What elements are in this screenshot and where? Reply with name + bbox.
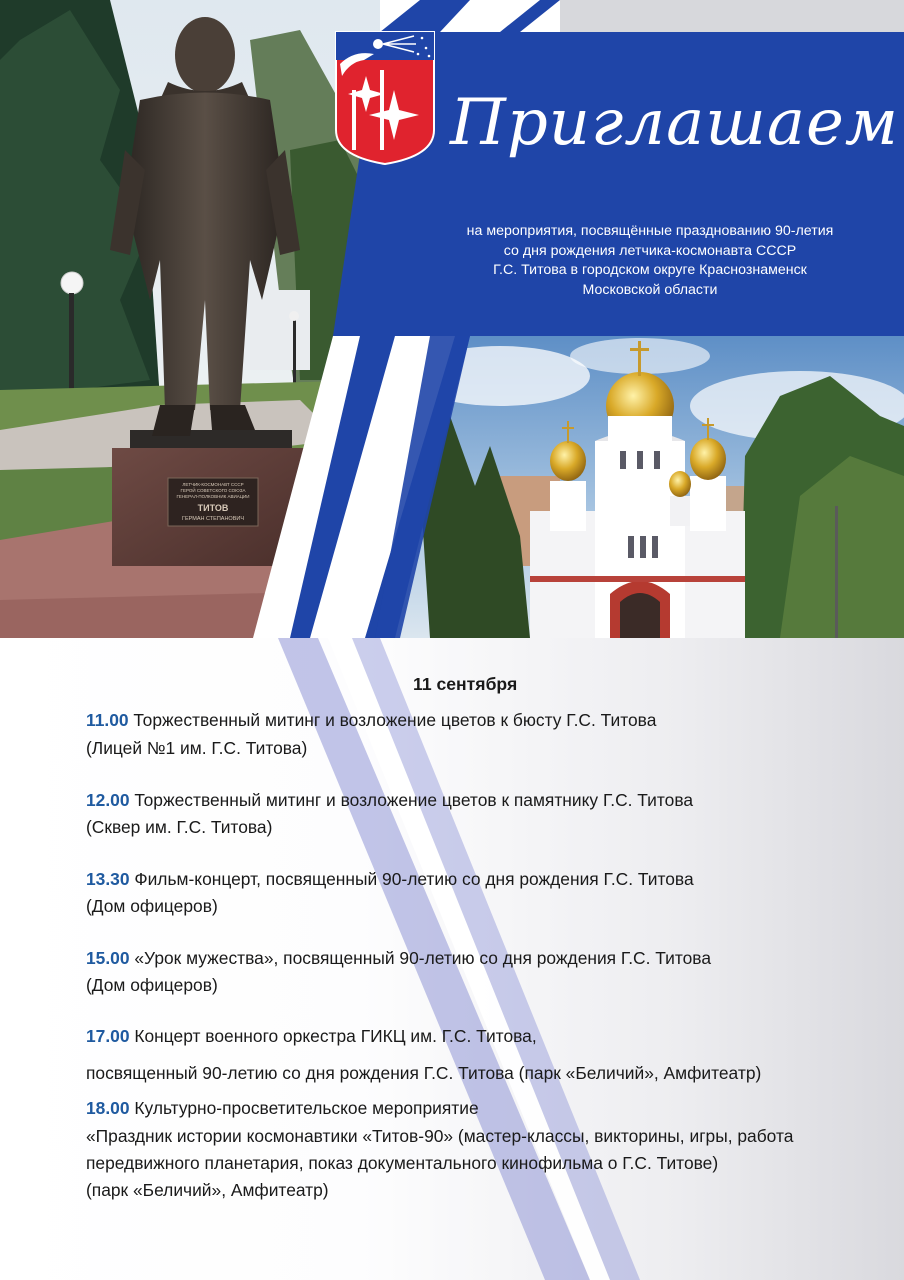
subtitle-line-1: на мероприятия, посвящённые празднованию 90-летия [466, 223, 834, 239]
event-time: 15.00 [86, 948, 130, 968]
subtitle-line-4: Московской области [582, 281, 718, 298]
event-time: 18.00 [86, 1098, 130, 1118]
invitation-title: Приглашаем [450, 86, 899, 160]
event-text: Торжественный митинг и возложение цветов к памятнику Г.С. Титова [134, 790, 694, 810]
event-text: «Урок мужества», посвященный 90-летию со дня рождения Г.С. Титова [134, 948, 712, 968]
header-subtitle [415, 222, 885, 300]
event-text: Концерт военного оркестра ГИКЦ им. Г.С. Титова, [134, 1026, 537, 1046]
plaque-line-3: ГЕНЕРАЛ-ПОЛКОВНИК АВИАЦИИ [176, 494, 250, 499]
plaque-full-name: ГЕРМАН СТЕПАНОВИЧ [182, 516, 244, 522]
event-5-line-2: посвященный 90-летию со дня рождения Г.С. Титова (парк «Беличий», Амфитеатр) [86, 1063, 762, 1083]
event-time: 17.00 [86, 1026, 130, 1046]
subtitle-line-2: со дня рождения летчика-космонавта СССР [503, 242, 797, 259]
event-4-line-2: (Дом офицеров) [86, 975, 218, 995]
event-6-line-4: (парк «Беличий», Амфитеатр) [86, 1180, 329, 1200]
schedule-date: 11 сентября [413, 674, 518, 694]
event-6-line-3: передвижного планетария, показ документального кинофильма о Г.С. Титове) [86, 1153, 719, 1173]
subtitle-line-3: Г.С. Титова в городском округе Краснознаменск [493, 262, 807, 278]
event-text: Фильм-концерт, посвященный 90-летию со дня рождения Г.С. Титова [134, 869, 694, 889]
event-1-line-1 [86, 710, 656, 731]
plaque-name: ТИТОВ [197, 503, 229, 513]
event-2-line-1 [86, 790, 693, 811]
event-time: 12.00 [86, 790, 130, 810]
event-2-line-2: (Сквер им. Г.С. Титова) [86, 817, 273, 837]
event-time: 11.00 [86, 710, 129, 730]
event-6-line-2: «Праздник истории космонавтики «Титов-90» (мастер-классы, викторины, игры, работа [86, 1126, 794, 1146]
event-time: 13.30 [86, 869, 130, 889]
event-1-line-2: (Лицей №1 им. Г.С. Титова) [86, 738, 308, 758]
event-6-line-1 [86, 1098, 479, 1119]
event-4-line-1 [86, 948, 711, 969]
plaque-line-2: ГЕРОЙ СОВЕТСКОГО СОЮЗА [180, 488, 246, 493]
event-5-line-1 [86, 1026, 537, 1047]
event-text: Культурно-просветительское мероприятие [134, 1098, 479, 1118]
event-3-line-1 [86, 869, 694, 890]
event-text: Торжественный митинг и возложение цветов к бюсту Г.С. Титова [133, 710, 657, 730]
plaque-line-1: ЛЕТЧИК-КОСМОНАВТ СССР [182, 482, 244, 487]
city-emblem-icon [334, 30, 436, 166]
event-3-line-2: (Дом офицеров) [86, 896, 218, 916]
